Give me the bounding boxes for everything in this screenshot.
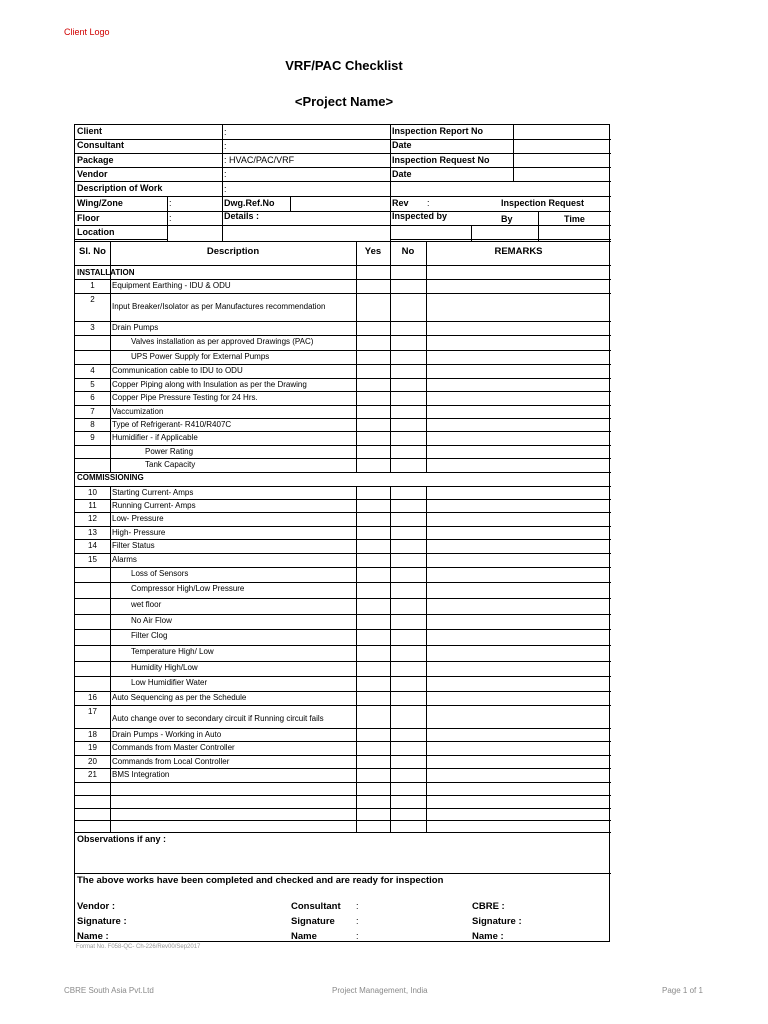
row-divider: [75, 795, 611, 796]
row-sl-number: 19: [88, 743, 97, 752]
column-divider: [356, 279, 357, 472]
row-description: Power Rating: [145, 447, 194, 456]
row-sl-number: 2: [90, 295, 95, 304]
row-description: Filter Clog: [131, 631, 168, 640]
consultant-signoff: Consultant: [291, 901, 341, 912]
row-description: Type of Refrigerant- R410/R407C: [112, 420, 232, 429]
col-remarks: REMARKS: [494, 246, 543, 257]
row-sl-number: 16: [88, 693, 97, 702]
client-colon: :: [224, 127, 227, 137]
col-description: Description: [206, 246, 260, 257]
time-label: Time: [564, 214, 585, 224]
details-label: Details :: [224, 211, 260, 221]
row-description: Low- Pressure: [112, 514, 164, 523]
row-description: Drain Pumps: [112, 323, 159, 332]
row-sl-number: 4: [90, 366, 95, 375]
col-no: No: [401, 246, 415, 257]
row-description: Copper Piping along with Insulation as per the Drawing: [112, 380, 307, 389]
package-value: : HVAC/PAC/VRF: [224, 155, 295, 165]
inspection-request-no-label: Inspection Request No: [392, 155, 490, 165]
row-divider: [75, 553, 611, 554]
date-label: Date: [392, 140, 412, 150]
row-description: Auto change over to secondary circuit if Running circuit fails: [112, 714, 324, 723]
footer-page-number: Page 1 of 1: [662, 986, 703, 995]
row-description: Low Humidifier Water: [131, 678, 208, 687]
row-sl-number: 18: [88, 730, 97, 739]
vendor-name: Name :: [77, 931, 109, 942]
col-yes: Yes: [364, 246, 382, 257]
location-label: Location: [77, 227, 115, 237]
row-divider: [75, 820, 611, 821]
row-sl-number: 10: [88, 488, 97, 497]
row-description: Valves installation as per approved Drawings (PAC): [131, 337, 314, 346]
vendor-signoff: Vendor :: [77, 901, 116, 912]
row-description: Copper Pipe Pressure Testing for 24 Hrs.: [112, 393, 258, 402]
consultant-colon-2: :: [356, 916, 359, 926]
row-description: Tank Capacity: [145, 460, 196, 469]
client-label: Client: [77, 126, 103, 136]
row-sl-number: 12: [88, 514, 97, 523]
row-description: Running Current- Amps: [112, 501, 196, 510]
row-sl-number: 14: [88, 541, 97, 550]
vendor-signature: Signature :: [77, 916, 127, 927]
consultant-colon-3: :: [356, 931, 359, 941]
row-description: Humidifier - if Applicable: [112, 433, 198, 442]
dwg-ref-no-label: Dwg.Ref.No: [224, 198, 275, 208]
row-description: wet floor: [131, 600, 162, 609]
by-label: By: [501, 214, 513, 224]
row-description: Commands from Local Controller: [112, 757, 230, 766]
inspection-request-heading: Inspection Request: [501, 198, 585, 208]
section-commissioning: COMMISSIONING: [77, 473, 144, 482]
wing-zone-label: Wing/Zone: [77, 198, 123, 208]
row-sl-number: 13: [88, 528, 97, 537]
inspection-report-no-label: Inspection Report No: [392, 126, 484, 136]
row-sl-number: 9: [90, 433, 95, 442]
completion-statement: The above works have been completed and checked and are ready for inspection: [77, 875, 444, 886]
wing-zone-colon: :: [169, 198, 172, 208]
row-divider: [75, 472, 611, 473]
row-divider: [75, 539, 611, 540]
row-sl-number: 20: [88, 757, 97, 766]
row-description: Starting Current- Amps: [112, 488, 194, 497]
row-sl-number: 8: [90, 420, 95, 429]
row-description: UPS Power Supply for External Pumps: [131, 352, 270, 361]
row-sl-number: 5: [90, 380, 95, 389]
row-description: Temperature High/ Low: [131, 647, 214, 656]
row-sl-number: 21: [88, 770, 97, 779]
package-label: Package: [77, 155, 114, 165]
consultant-name: Name: [291, 931, 317, 942]
rev-colon: :: [427, 198, 430, 208]
row-sl-number: 3: [90, 323, 95, 332]
floor-colon: :: [169, 213, 172, 223]
column-divider: [390, 486, 391, 832]
row-description: Humidity High/Low: [131, 663, 198, 672]
row-description: Loss of Sensors: [131, 569, 189, 578]
row-description: No Air Flow: [131, 616, 172, 625]
row-description: BMS Integration: [112, 770, 170, 779]
row-sl-number: 1: [90, 281, 95, 290]
footer-department: Project Management, India: [332, 986, 428, 995]
row-divider: [75, 808, 611, 809]
row-description: Communication cable to IDU to ODU: [112, 366, 243, 375]
row-description: High- Pressure: [112, 528, 166, 537]
row-description: Auto Sequencing as per the Schedule: [112, 693, 247, 702]
column-divider: [390, 279, 391, 472]
row-divider: [75, 705, 611, 706]
cbre-signature: Signature :: [472, 916, 522, 927]
row-sl-number: 17: [88, 707, 97, 716]
column-divider: [356, 486, 357, 832]
row-sl-number: 11: [88, 501, 97, 510]
description-colon: :: [224, 184, 227, 194]
row-sl-number: 7: [90, 407, 95, 416]
row-description: Input Breaker/Isolator as per Manufactures recommendation: [112, 302, 326, 311]
observations-label: Observations if any :: [77, 834, 167, 844]
format-number: Format No. F058-QC- Ch-226/Rev00/Sep2017: [76, 944, 201, 950]
client-logo: Client Logo: [64, 27, 110, 37]
row-description: Compressor High/Low Pressure: [131, 584, 245, 593]
section-installation: INSTALLATION: [77, 268, 135, 277]
row-description: Vaccumization: [112, 407, 164, 416]
floor-label: Floor: [77, 213, 100, 223]
inspected-by-label: Inspected by: [392, 211, 448, 221]
column-divider: [426, 279, 427, 472]
consultant-colon: :: [224, 141, 227, 151]
cbre-signoff: CBRE :: [472, 901, 505, 912]
project-name: <Project Name>: [294, 94, 394, 109]
description-of-work-label: Description of Work: [77, 183, 163, 193]
consultant-label: Consultant: [77, 140, 124, 150]
vendor-colon: :: [224, 169, 227, 179]
row-divider: [75, 782, 611, 783]
date-label-2: Date: [392, 169, 412, 179]
row-description: Drain Pumps - Working in Auto: [112, 730, 222, 739]
document-title: VRF/PAC Checklist: [285, 58, 403, 73]
row-description: Filter Status: [112, 541, 155, 550]
consultant-signature: Signature: [291, 916, 335, 927]
cbre-name: Name :: [472, 931, 504, 942]
consultant-colon-1: :: [356, 901, 359, 911]
column-divider: [110, 486, 111, 832]
column-divider: [110, 279, 111, 472]
footer-company: CBRE South Asia Pvt.Ltd: [64, 986, 154, 995]
checklist-form: [74, 124, 610, 942]
vendor-label: Vendor: [77, 169, 108, 179]
row-divider: [75, 293, 611, 294]
row-description: Equipment Earthing - IDU & ODU: [112, 281, 231, 290]
rev-label: Rev: [392, 198, 409, 208]
row-sl-number: 6: [90, 393, 95, 402]
row-sl-number: 15: [88, 555, 97, 564]
row-description: Commands from Master Controller: [112, 743, 235, 752]
column-divider: [426, 486, 427, 832]
row-description: Alarms: [112, 555, 137, 564]
col-sl-no: Sl. No: [79, 246, 106, 257]
